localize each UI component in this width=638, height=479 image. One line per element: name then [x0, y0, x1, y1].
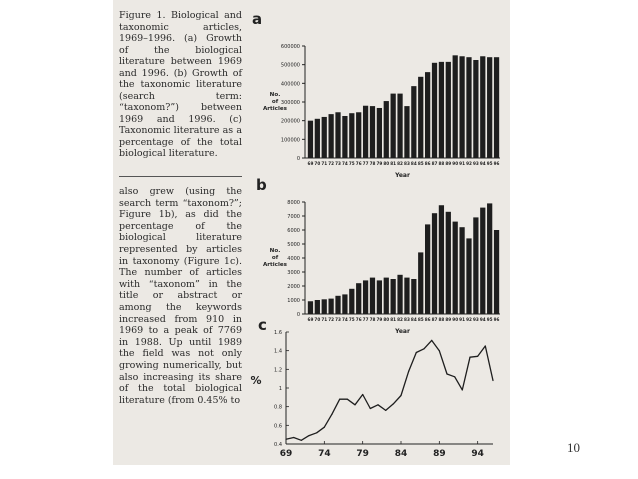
chart-a-bar [418, 77, 423, 158]
chart-c-y-axis-label: % [250, 374, 262, 387]
chart-a-x-tick-label: 78 [369, 161, 376, 166]
chart-c-y-tick-label: 1 [278, 386, 282, 392]
chart-c-point [477, 356, 478, 357]
chart-a-x-tick-label: 72 [328, 161, 335, 166]
caption-divider [119, 176, 242, 177]
chart-b-x-tick-label: 71 [321, 317, 328, 322]
chart-b-bar [432, 213, 437, 314]
chart-c-point [408, 371, 409, 372]
chart-c-series-line [286, 340, 493, 440]
chart-c-point [377, 404, 378, 405]
chart-a-x-tick-label: 96 [493, 161, 500, 166]
chart-b-bar [363, 280, 368, 314]
chart-b-y-axis-label: of [271, 255, 279, 261]
chart-a-x-tick-label: 92 [466, 161, 472, 166]
chart-a-x-tick-label: 69 [307, 161, 314, 166]
chart-a-bar [466, 57, 471, 158]
chart-b-y-axis-label: No. [269, 248, 281, 254]
chart-b-bar [335, 296, 340, 314]
chart-b-x-tick-label: 90 [452, 317, 459, 322]
chart-c-point [385, 410, 386, 411]
chart-b-bar [349, 289, 354, 314]
chart-b-x-tick-label: 70 [314, 317, 321, 322]
chart-c-point [492, 380, 493, 381]
chart-a-y-tick-label: 100000 [280, 137, 300, 144]
chart-a-bar [329, 114, 334, 158]
chart-a-x-tick-label: 85 [417, 161, 424, 166]
chart-b-bar [466, 238, 471, 314]
chart-a-x-tick-label: 76 [355, 161, 362, 166]
chart-b-x-tick-label: 76 [355, 317, 362, 322]
chart-c-x-tick-label: 74 [318, 449, 331, 459]
chart-c-point [308, 435, 309, 436]
chart-b-bar [459, 227, 464, 314]
chart-b-bar [425, 224, 430, 314]
chart-a-y-tick-label: 200000 [280, 118, 300, 125]
chart-b-bar [404, 278, 409, 314]
chart-b-x-tick-label: 74 [341, 317, 348, 322]
chart-b-y-tick-label: 2000 [287, 284, 300, 290]
chart-a-x-tick-label: 82 [397, 161, 403, 166]
chart-a-bar-chart [250, 38, 505, 188]
chart-a-x-tick-label: 91 [459, 161, 466, 166]
chart-a-x-tick-label: 95 [486, 161, 493, 166]
chart-a-x-tick-label: 73 [335, 161, 341, 166]
chart-b-bar-chart [250, 194, 505, 344]
chart-a-y-tick-label: 300000 [280, 100, 300, 106]
panel-b-label: b [256, 176, 267, 194]
chart-b-x-tick-label: 83 [404, 317, 410, 322]
slide-number: 10 [567, 440, 580, 455]
chart-c-point [362, 394, 363, 395]
chart-b-x-tick-label: 82 [397, 317, 403, 322]
chart-b-y-tick-label: 1000 [287, 298, 300, 304]
chart-b-bar [329, 299, 334, 314]
panel-c-label: c [258, 316, 267, 334]
chart-a-y-tick-label: 600000 [280, 44, 300, 50]
chart-b-bar [308, 301, 313, 314]
chart-b-bar [446, 212, 451, 314]
chart-a-x-tick-label: 81 [390, 161, 397, 166]
chart-c-point [462, 389, 463, 390]
chart-b-x-tick-label: 78 [369, 317, 376, 322]
chart-b-y-tick-label: 8000 [287, 200, 300, 206]
chart-a-bar [473, 60, 478, 158]
chart-b-bar [370, 278, 375, 314]
chart-b-x-tick-label: 92 [466, 317, 472, 322]
chart-a-x-tick-label: 71 [321, 161, 328, 166]
chart-b-x-tick-label: 95 [486, 317, 493, 322]
chart-b-x-tick-label: 93 [472, 317, 479, 322]
chart-a-bar [391, 94, 396, 158]
chart-a-bar [384, 101, 389, 158]
chart-a-bar [459, 56, 464, 158]
chart-c-point [370, 408, 371, 409]
chart-b-bar [397, 275, 402, 314]
chart-a-x-tick-label: 93 [472, 161, 479, 166]
chart-c-x-tick-label: 84 [394, 449, 408, 459]
body-text-paragraph: also grew (using the search term “taxonom?”; Figure 1b), as did the percentage of the biological literature represented by articles in taxonomy (Figure 1c). The number of articles with “taxonom” in the title or abstract or among the keywords increased from 910 in 1969 to a peak of 7769 in 1988. Up until 1989 the field was not only growing numerically, but also increasing its share of the total biological literature (from 0.45% to [119, 186, 242, 406]
chart-a-bar [404, 106, 409, 158]
chart-a-y-tick-label: 500000 [280, 62, 300, 69]
chart-b-bar [356, 283, 361, 314]
chart-b-y-tick-label: 7000 [287, 214, 300, 220]
chart-c-point [469, 357, 470, 358]
chart-c-point [316, 432, 317, 433]
figure-caption: Figure 1. Biological and taxonomic articles, 1969–1996. (a) Growth of the biological literature between 1969 and 1996. (b) Growth of the taxonomic literature (search term: “taxonom?”) between 1969 and 1996. (c) Taxonomic literature as a percentage of the total biological literature. [119, 10, 242, 159]
chart-a-x-tick-label: 83 [404, 161, 410, 166]
chart-a-x-tick-label: 89 [445, 161, 452, 166]
chart-a-x-tick-label: 74 [341, 161, 348, 166]
chart-a-y-axis-label: of [271, 99, 279, 105]
chart-a-bar [356, 112, 361, 158]
chart-b-bar [453, 222, 458, 314]
chart-a-x-tick-label: 87 [431, 161, 438, 166]
chart-b-x-tick-label: 72 [328, 317, 335, 322]
chart-b-x-tick-label: 86 [424, 317, 431, 322]
chart-c-x-tick-label: 79 [356, 449, 369, 459]
chart-a-y-tick-label: 0 [296, 156, 300, 162]
chart-a-x-tick-label: 90 [452, 161, 459, 166]
chart-a-x-tick-label: 94 [479, 161, 486, 166]
chart-a-bar [487, 57, 492, 158]
chart-a-bar [349, 113, 354, 158]
chart-c-x-tick-label: 69 [279, 449, 293, 459]
chart-a-x-axis-label: Year [395, 172, 410, 179]
chart-b-x-tick-label: 81 [390, 317, 397, 322]
chart-b-x-tick-label: 84 [410, 317, 417, 322]
chart-b-bar [480, 208, 485, 314]
chart-a-x-tick-label: 70 [314, 161, 321, 166]
chart-a-x-tick-label: 88 [438, 161, 445, 166]
chart-b-x-tick-label: 89 [445, 317, 452, 322]
chart-a-bar [370, 106, 375, 158]
chart-b-bar [418, 252, 423, 314]
chart-b-bar [384, 278, 389, 314]
chart-c-y-tick-label: 0.4 [274, 442, 282, 448]
chart-a-bar [335, 112, 340, 158]
chart-a-x-tick-label: 79 [376, 161, 383, 166]
chart-b-bar [411, 279, 416, 314]
chart-b-x-tick-label: 96 [493, 317, 500, 322]
chart-b-x-tick-label: 85 [417, 317, 424, 322]
chart-a-x-tick-label: 75 [348, 161, 355, 166]
chart-c-point [416, 352, 417, 353]
chart-b-y-tick-label: 4000 [287, 256, 300, 262]
chart-c-x-tick-label: 94 [471, 449, 484, 459]
chart-b-bar [342, 294, 347, 314]
chart-a-bar [315, 119, 320, 158]
chart-c-point [485, 345, 486, 346]
chart-b-bar [487, 203, 492, 314]
chart-a-x-tick-label: 84 [410, 161, 417, 166]
chart-b-x-tick-label: 87 [431, 317, 438, 322]
chart-b-bar [439, 205, 444, 314]
chart-a-y-tick-label: 400000 [280, 81, 300, 88]
chart-a-bar [322, 117, 327, 158]
chart-c-point [423, 348, 424, 349]
chart-a-bar [363, 106, 368, 158]
chart-a-x-tick-label: 86 [424, 161, 431, 166]
chart-c-point [293, 437, 294, 438]
chart-a-x-tick-label: 80 [383, 161, 390, 166]
chart-b-y-tick-label: 0 [296, 312, 300, 318]
chart-c-line-chart [248, 326, 506, 464]
chart-b-x-tick-label: 69 [307, 317, 314, 322]
chart-c-point [431, 340, 432, 341]
chart-b-y-tick-label: 5000 [287, 242, 300, 248]
chart-b-bar [315, 300, 320, 314]
chart-b-x-tick-label: 80 [383, 317, 390, 322]
chart-a-y-axis-label: Articles [262, 106, 288, 112]
chart-c-y-tick-label: 0.8 [274, 404, 282, 411]
chart-c-point [393, 403, 394, 404]
chart-b-x-tick-label: 73 [335, 317, 341, 322]
chart-a-bar [377, 108, 382, 158]
chart-c-point [446, 373, 447, 374]
chart-b-bar [391, 279, 396, 314]
chart-c-point [301, 440, 302, 441]
chart-a-bar [397, 94, 402, 158]
chart-b-y-tick-label: 6000 [287, 228, 300, 234]
chart-c-point [347, 399, 348, 400]
chart-c-point [400, 395, 401, 396]
chart-c-y-tick-label: 1.6 [274, 330, 282, 336]
chart-b-x-tick-label: 88 [438, 317, 445, 322]
chart-c-point [354, 404, 355, 405]
chart-b-x-tick-label: 79 [376, 317, 383, 322]
chart-c-point [324, 427, 325, 428]
chart-c-point [439, 350, 440, 351]
chart-b-bar [322, 299, 327, 314]
chart-c-x-tick-label: 89 [433, 449, 446, 459]
chart-c-point [454, 376, 455, 377]
chart-c-point [331, 414, 332, 415]
chart-a-bar [446, 62, 451, 158]
chart-a-bar [453, 55, 458, 158]
chart-c-point [285, 439, 286, 440]
chart-a-bar [308, 121, 313, 158]
chart-b-x-tick-label: 77 [362, 317, 369, 322]
chart-c-y-tick-label: 1.4 [274, 348, 282, 355]
chart-c-y-tick-label: 1.2 [274, 367, 282, 374]
chart-a-y-axis-label: No. [269, 92, 281, 98]
chart-a-bar [439, 62, 444, 158]
chart-a-bar [480, 56, 485, 158]
chart-b-bar [494, 230, 499, 314]
chart-a-bar [342, 116, 347, 158]
chart-b-x-tick-label: 75 [348, 317, 355, 322]
chart-b-x-axis-label: Year [395, 328, 410, 335]
chart-c-point [339, 399, 340, 400]
chart-b-bar [377, 280, 382, 314]
chart-b-x-tick-label: 91 [459, 317, 466, 322]
chart-b-x-tick-label: 94 [479, 317, 486, 322]
chart-b-bar [473, 217, 478, 314]
chart-c-y-tick-label: 0.6 [274, 423, 282, 430]
chart-b-y-tick-label: 3000 [287, 270, 300, 276]
chart-a-bar [494, 57, 499, 158]
chart-a-x-tick-label: 77 [362, 161, 369, 166]
chart-a-bar [425, 72, 430, 158]
panel-a-label: a [252, 10, 263, 28]
chart-b-y-axis-label: Articles [262, 262, 288, 268]
chart-a-bar [411, 86, 416, 158]
chart-a-bar [432, 63, 437, 158]
